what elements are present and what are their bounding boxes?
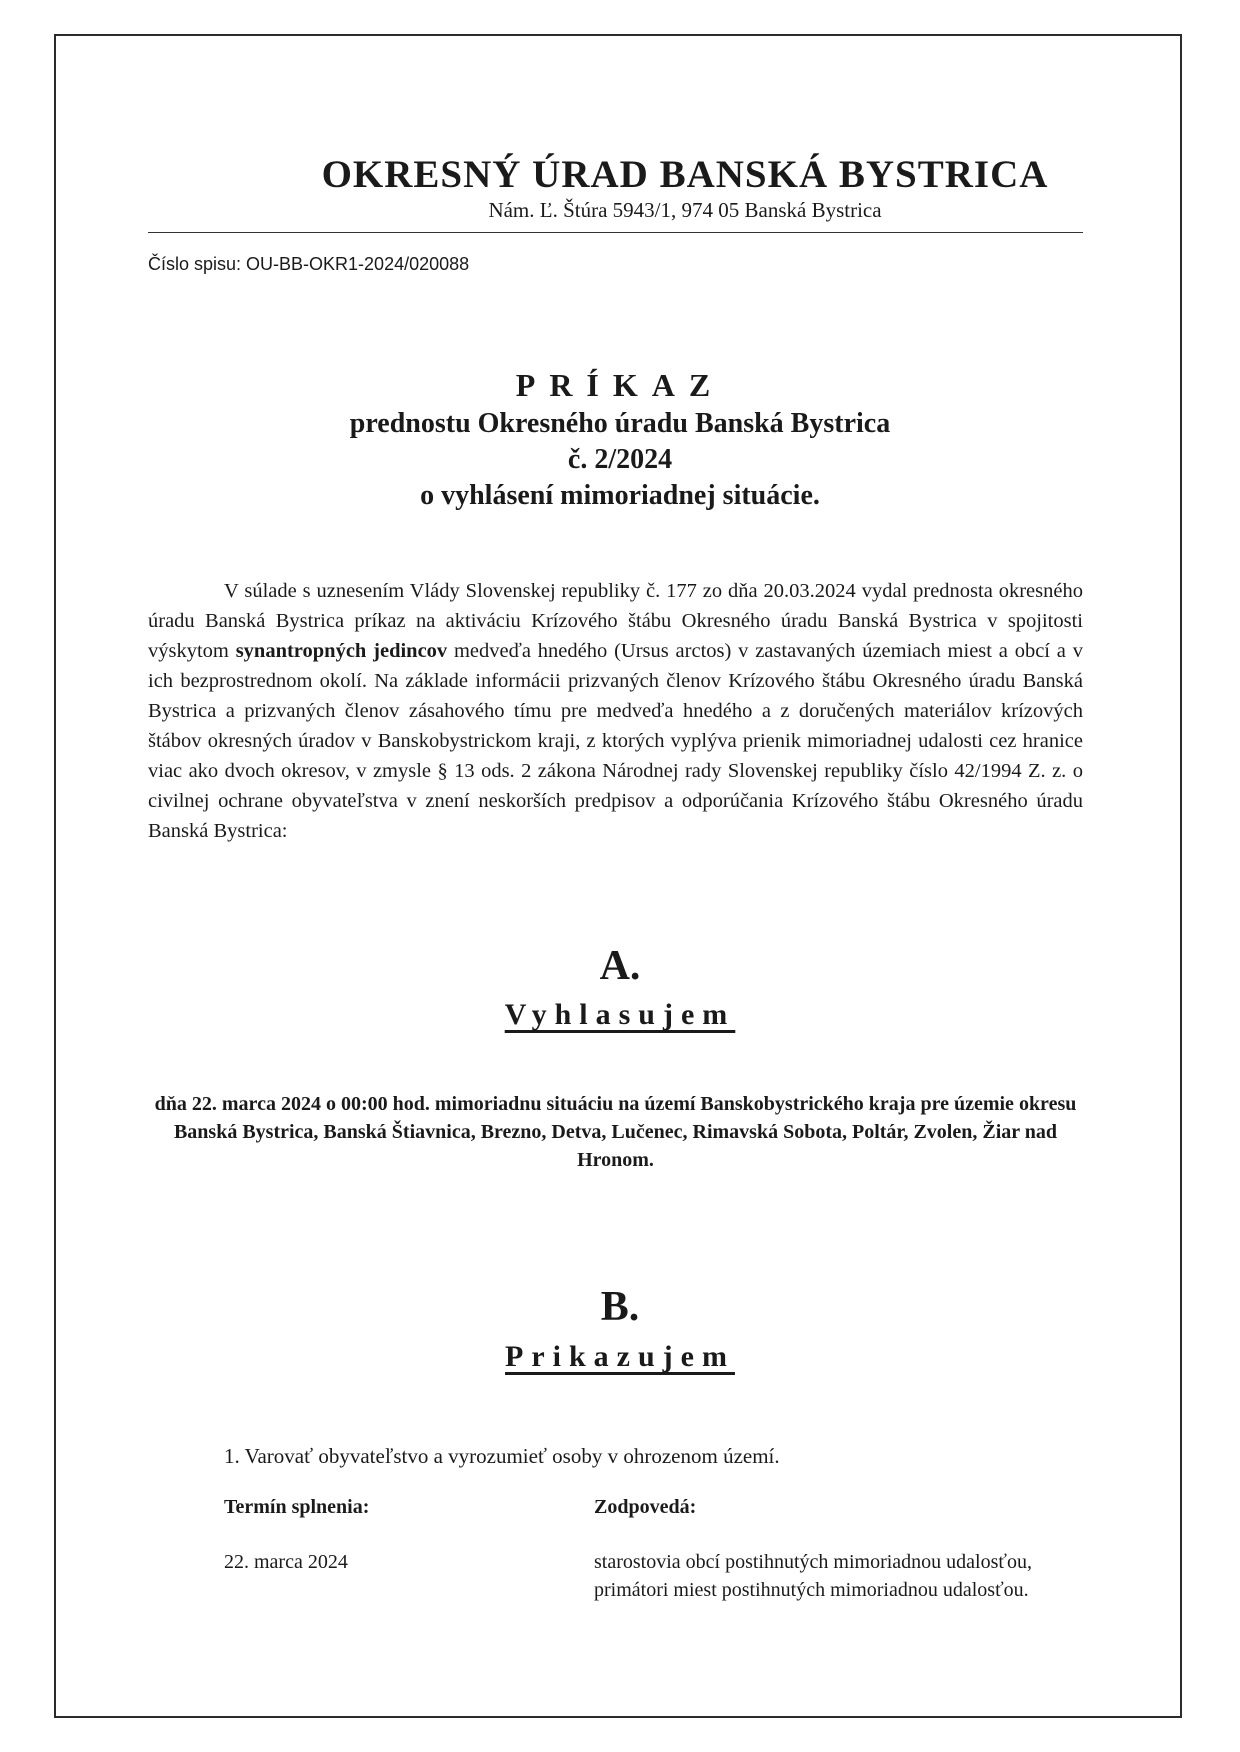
order-subject: o vyhlásení mimoriadnej situácie. [420, 480, 820, 511]
section-b-letter: B. [600, 1284, 640, 1330]
responsible-line: starostovia obcí postihnutých mimoriadnou udalosťou, [594, 1551, 1032, 1573]
section-a-letter: A. [599, 943, 641, 989]
declaration-text: dňa 22. marca 2024 o 00:00 hod. mimoriadnu situáciu na území Banskobystrického kraja pre územie okresu Banská Bystrica, Banská Štiavnica, Brezno, Detva, Lučenec, Rimavská Sobota, Poltár, Zvolen, Žiar nad Hronom. [154, 1093, 1077, 1171]
responsible-line: primátori miest postihnutých mimoriadnou udalosťou. [594, 1579, 1029, 1601]
office-name: OKRESNÝ ÚRAD BANSKÁ BYSTRICA [321, 153, 1049, 196]
order-issuer: prednostu Okresného úradu Banská Bystrica [349, 408, 891, 439]
intro-paragraph [148, 576, 1083, 846]
section-a-verb: Vyhlasujem [504, 998, 736, 1031]
responsible-label: Zodpovedá: [594, 1496, 697, 1518]
section-b-verb: Prikazujem [505, 1340, 735, 1373]
file-number: Číslo spisu: OU-BB-OKR1-2024/020088 [148, 254, 470, 274]
order-item-1: 1. Varovať obyvateľstvo a vyrozumieť osoby v ohrozenom území. [224, 1444, 780, 1468]
intro-text-end: medveďa hnedého (Ursus arctos) v zastavaných územiach miest a obcí a v ich bezprostrednom okolí. Na základe informácii prizvaných členov Krízového štábu Okresného úradu Banská Bystrica a prizvaných členov zásahového tímu pre medveďa hnedého a z doručených materiálov krízových štábov okresných úradov v Banskobystrickom kraji, z ktorých vyplýva prienik mimoriadnej udalosti cez hranice viac ako dvoch okresov, v zmysle § 13 ods. 2 zákona Národnej rady Slovenskej republiky číslo 42/1994 Z. z. o civilnej ochrane obyvateľstva v znení neskorších predpisov a odporúčania Krízového štábu Okresného úradu Banská Bystrica: [148, 640, 1083, 842]
deadline-value: 22. marca 2024 [224, 1551, 348, 1573]
intro-text-start: V súlade s uznesením Vlády Slovenskej republiky č. 177 zo dňa 20.03.2024 vydal prednosta okresného úradu Banská Bystrica príkaz na aktiváciu Krízového štábu Okresného úradu Banská Bystrica v spojitosti výskytom [148, 580, 1083, 662]
order-heading [0, 364, 1240, 514]
office-address: Nám. Ľ. Štúra 5943/1, 974 05 Banská Bystrica [488, 198, 882, 222]
intro-emphasis: synantropných jedincov [235, 640, 448, 662]
order-title: PRÍKAZ [515, 367, 725, 403]
order-number: č. 2/2024 [567, 444, 673, 475]
header-divider [148, 232, 1083, 233]
responsible-value [594, 1548, 1032, 1604]
deadline-label: Termín splnenia: [224, 1496, 370, 1518]
